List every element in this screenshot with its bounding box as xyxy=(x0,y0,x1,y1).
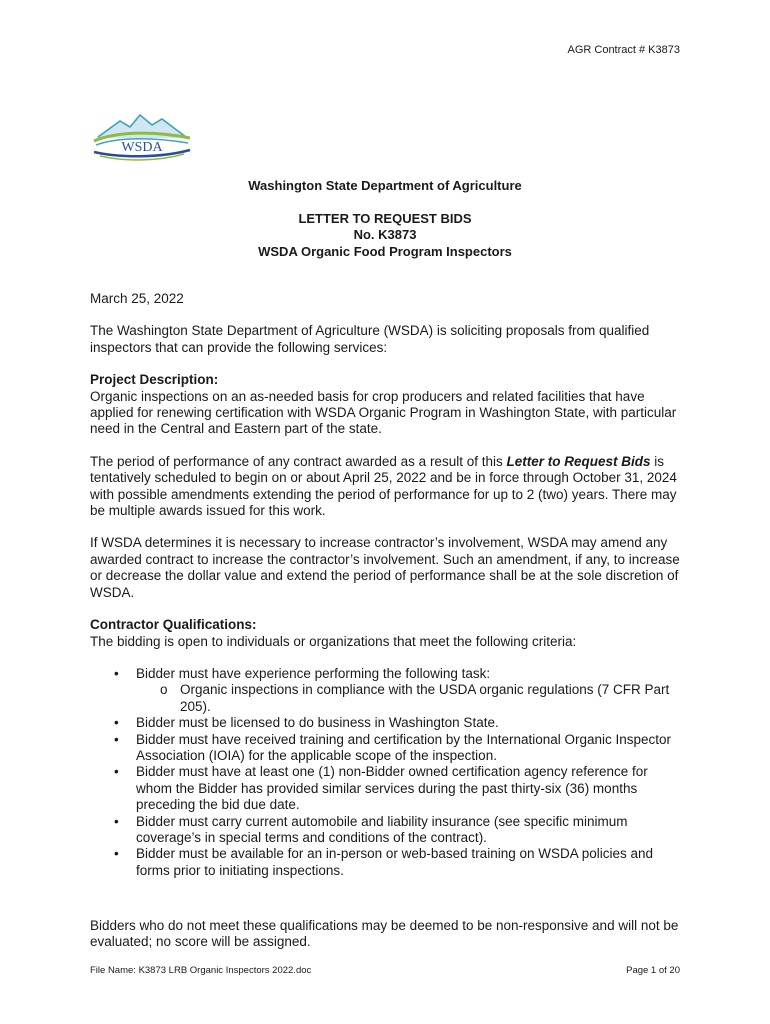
program-title: WSDA Organic Food Program Inspectors xyxy=(258,243,512,259)
criteria-text: Bidder must have experience performing the following task: xyxy=(136,665,491,681)
sub-list xyxy=(136,682,682,715)
department-title: Washington State Department of Agriculture xyxy=(248,178,522,193)
sub-list-item: o Organic inspections in compliance with the USDA organic regulations (7 CFR Part 205). xyxy=(136,682,682,715)
wsda-logo xyxy=(90,108,194,162)
title-block xyxy=(90,178,680,260)
document-type: LETTER TO REQUEST BIDS xyxy=(298,210,472,226)
list-item: • Bidder must carry current automobile and liability insurance (see specific minimum coverage’s in special terms and conditions of the contract). xyxy=(90,814,682,847)
footer-page-number: Page 1 of 20 xyxy=(626,965,680,976)
period-text-before: The period of performance of any contract awarded as a result of this xyxy=(90,453,507,469)
footer-file-name: File Name: K3873 LRB Organic Inspectors 2022.doc xyxy=(90,965,312,976)
list-item: • Bidder must be available for an in-person or web-based training on WSDA policies and forms prior to initiating inspections. xyxy=(90,846,682,879)
qualifications-intro: The bidding is open to individuals or organizations that meet the following criteria: xyxy=(90,633,577,649)
list-item xyxy=(90,666,682,715)
intro-paragraph: The Washington State Department of Agriculture (WSDA) is soliciting proposals from qualified inspectors that can provide the following services: xyxy=(90,323,650,355)
wsda-logo-text: WSDA xyxy=(121,140,163,155)
project-paragraph: Organic inspections on an as-needed basis for crop producers and related facilities that have applied for renewing certification with WSDA Organic Program in Washington State, with particular need in the Central and Eastern part of the state. xyxy=(90,388,677,437)
document-number: No. K3873 xyxy=(353,227,417,242)
closing-paragraph: Bidders who do not meet these qualifications may be deemed to be non-responsive and will not be evaluated; no score will be assigned. xyxy=(90,918,679,950)
period-text-after: is tentatively scheduled to begin on or about April 25, 2022 and be in force through October 31, 2024 with possible amendments extending the period of performance for up to 2 (two) years. There may be multiple awards issued for this work. xyxy=(90,453,677,519)
list-item: • Bidder must have at least one (1) non-Bidder owned certification agency reference for whom the Bidder has provided similar services during the past thirty-six (36) months preceding the bid due date. xyxy=(90,764,682,813)
contract-number: AGR Contract # K3873 xyxy=(567,44,680,56)
project-heading: Project Description: xyxy=(90,372,219,388)
list-item: • Bidder must be licensed to do business in Washington State. xyxy=(90,715,682,731)
criteria-list xyxy=(90,666,682,879)
period-emphasis: Letter to Request Bids xyxy=(506,453,651,469)
letter-date: March 25, 2022 xyxy=(90,291,184,306)
list-item: • Bidder must have received training and certification by the International Organic Inspector Association (IOIA) for the applicable scope of the inspection. xyxy=(90,732,682,765)
period-paragraph xyxy=(90,454,682,520)
qualifications-heading: Contractor Qualifications: xyxy=(90,617,257,633)
letter-body xyxy=(90,291,682,879)
amend-paragraph: If WSDA determines it is necessary to increase contractor’s involvement, WSDA may amend any awarded contract to increase the contractor’s involvement. Such an amendment, if any, to increase or decrease the dollar value and extend the period of performance shall be at the sole discretion of WSDA. xyxy=(90,535,680,600)
